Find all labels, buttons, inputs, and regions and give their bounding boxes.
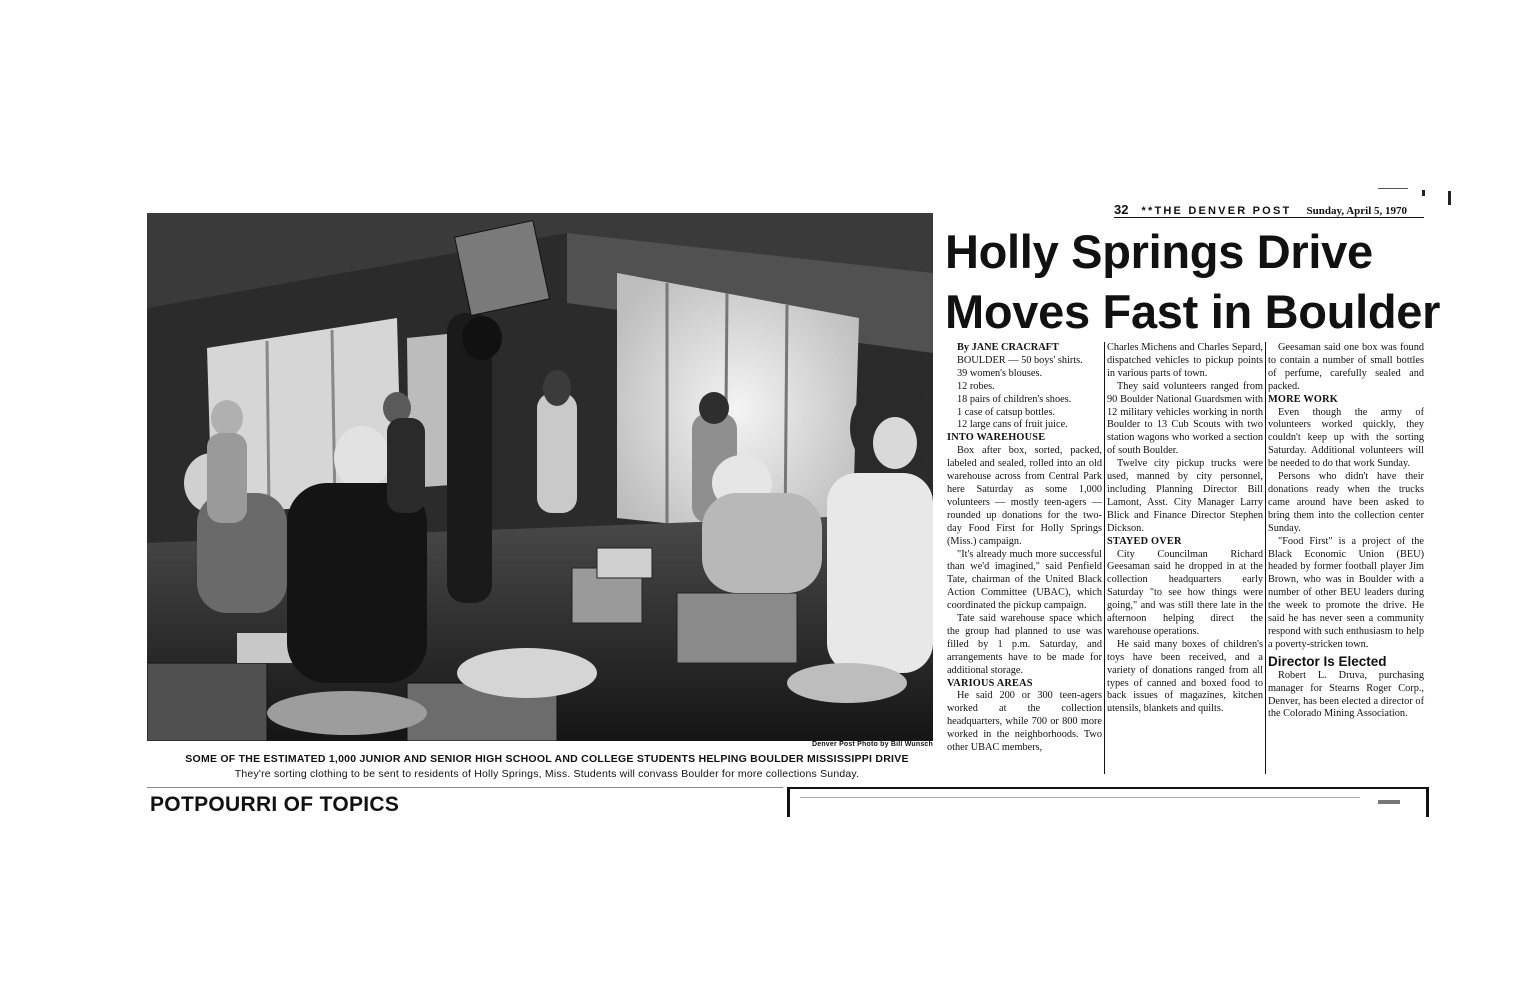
column-rule	[1104, 342, 1105, 774]
list-item: BOULDER — 50 boys' shirts.	[957, 354, 1083, 366]
subhead: VARIOUS AREAS	[947, 677, 1033, 689]
photo-caption-main: SOME OF THE ESTIMATED 1,000 JUNIOR AND SENIOR HIGH SCHOOL AND COLLEGE STUDENTS HELPING BOULDER MISSISSIPPI DRIVE	[185, 753, 909, 765]
box-rule	[800, 797, 1360, 798]
paragraph: Geesaman said one box was found to contain a number of small bottles of perfume, carefully sealed and packed.	[1268, 342, 1424, 392]
paragraph: Twelve city pickup trucks were used, manned by city personnel, including Planning Director Bill Lamont, Asst. City Manager Larry Blick and Finance Director Stephen Dickson.	[1107, 458, 1263, 534]
paragraph: He said many boxes of children's toys have been received, and a variety of donations ranged from all types of canned and boxed food to back issues of magazines, kitchen utensils, blankets and quilts.	[1107, 638, 1263, 715]
paragraph: Charles Michens and Charles Separd, dispatched vehicles to pickup points in various parts of town.	[1107, 342, 1263, 379]
issue-date: Sunday, April 5, 1970	[1306, 205, 1408, 217]
paragraph: Box after box, sorted, packed, labeled and sealed, rolled into an old warehouse across from Central Park here Saturday as some 1,000 volunteers — mostly teen-agers — rounded up donations for the two-day Food First for Holly Springs (Miss.) campaign.	[947, 445, 1102, 547]
paragraph: Persons who didn't have their donations ready when the trucks came around have been asked to bring them into the collection center Sunday.	[1268, 471, 1424, 534]
section-heading: POTPOURRI OF TOPICS	[150, 793, 400, 812]
article-column-3	[1268, 342, 1424, 721]
headline-line-1: Holly Springs Drive	[945, 225, 1373, 278]
paragraph: They said volunteers ranged from 90 Boulder National Guardsmen with 12 military vehicles working in north Boulder to 13 Cub Scouts with two station wagons who worked a section of south Boulder.	[1107, 380, 1263, 457]
newspaper-name: **THE DENVER POST	[1141, 205, 1292, 217]
column-rule	[1265, 342, 1266, 774]
crop-mark	[1378, 188, 1408, 189]
paragraph: Even though the army of volunteers worked quickly, they couldn't keep up with the sorting Saturday. Additional volunteers will be needed to do that work Sunday.	[1268, 406, 1424, 470]
crop-mark	[1448, 191, 1451, 205]
photo-caption-sub: They're sorting clothing to be sent to residents of Holly Springs, Miss. Students will convass Boulder for more collections Sunday.	[234, 768, 860, 780]
box-rule	[1378, 800, 1400, 804]
article-column-1	[947, 342, 1102, 755]
paragraph: City Councilman Richard Geesaman said he dropped in at the collection headquarters early Saturday "to see how things were going," and was still there late in the afternoon helping direct the warehouse operations.	[1107, 548, 1263, 637]
page-folio	[1114, 202, 1424, 216]
folio-rule	[1114, 217, 1424, 218]
list-item: 1 case of catsup bottles.	[957, 406, 1056, 418]
subhead: MORE WORK	[1268, 393, 1338, 405]
page-number: 32	[1114, 202, 1129, 217]
adjacent-box-frame	[787, 787, 1429, 817]
news-photo	[147, 213, 933, 741]
headline-line-2: Moves Fast in Boulder	[945, 285, 1441, 338]
list-item: 12 robes.	[957, 380, 995, 392]
byline: By JANE CRACRAFT	[957, 342, 1059, 353]
crop-mark	[1422, 190, 1425, 196]
sidebar-heading: Director Is Elected	[1268, 653, 1387, 669]
paragraph: Tate said warehouse space which the group had planned to use was filled by 1 p.m. Saturday, and arrangements have to be made for additional storage.	[947, 613, 1102, 676]
article-column-2	[1107, 342, 1263, 716]
paragraph: "It's already much more successful than we'd imagined," said Penfield Tate, chairman of the United Black Action Committee (UBAC), which coordinated the pickup campaign.	[947, 548, 1102, 612]
photo-credit: Denver Post Photo by Bill Wunsch	[811, 741, 933, 748]
section-rule	[147, 787, 783, 788]
paragraph: "Food First" is a project of the Black Economic Union (BEU) headed by former football player Jim Brown, who was in Boulder with a number of other BEU leaders during the week to promote the drive. He said he has never seen a community respond with such enthusiasm to help a poverty-stricken town.	[1268, 535, 1424, 650]
list-item: 39 women's blouses.	[957, 367, 1043, 379]
list-item: 18 pairs of children's shoes.	[957, 393, 1072, 405]
list-item: 12 large cans of fruit juice.	[957, 419, 1068, 431]
paragraph: He said 200 or 300 teen-agers worked at the collection headquarters, while 700 or 800 more worked in the neighborhoods. Two other UBAC members,	[947, 690, 1102, 754]
subhead: INTO WAREHOUSE	[947, 432, 1046, 444]
sidebar-body: Robert L. Druva, purchasing manager for Stearns Roger Corp., Denver, has been elected a director of the Colorado Mining Association.	[1268, 669, 1424, 720]
subhead: STAYED OVER	[1107, 535, 1182, 547]
headline	[945, 222, 1441, 342]
